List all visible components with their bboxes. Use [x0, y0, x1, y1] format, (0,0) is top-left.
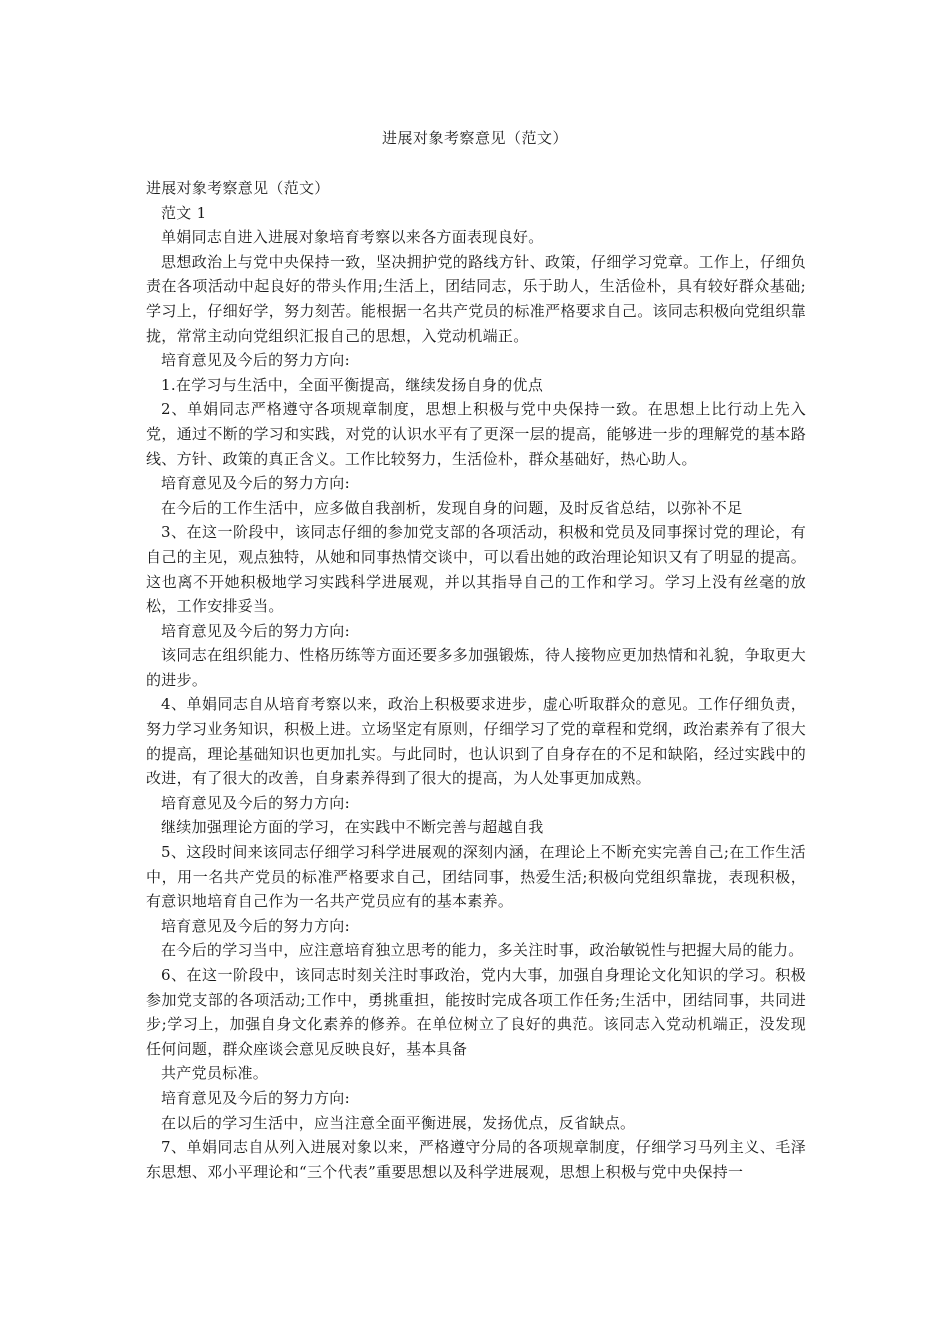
- subheading: 培育意见及今后的努力方向:: [161, 351, 350, 370]
- section-heading: 进展对象考察意见（范文）: [146, 179, 330, 197]
- sample-label: 范文 1: [161, 203, 207, 222]
- paragraph: 在今后的工作生活中，应多做自我剖析，发现自身的问题，及时反省总结，以弥补不足: [161, 498, 743, 517]
- paragraph: 2、单娟同志严格遵守各项规章制度，思想上积极与党中央保持一致。在思想上比行动上先入党，通过不断的学习和实践，对党的认识水平有了更深一层的提高，能够进一步的理解党的基本路线、方针、政策的真正含义。工作比较努力，生活俭朴，群众基础好，热心助人。: [146, 400, 806, 468]
- paragraph: 思想政治上与党中央保持一致，坚决拥护党的路线方针、政策，仔细学习党章。工作上，仔细负责在各项活动中起良好的带头作用;生活上，团结同志，乐于助人，生活俭朴，具有较好群众基础;学习上，仔细好学，努力刻苦。能根据一名共产党员的标准严格要求自己。该同志积极向党组织靠拢，常常主动向党组织汇报自己的思想，入党动机端正。: [146, 252, 806, 345]
- subheading: 培育意见及今后的努力方向:: [161, 916, 350, 935]
- paragraph: 1.在学习与生活中，全面平衡提高，继续发扬自身的优点: [161, 375, 544, 394]
- paragraph: 3、在这一阶段中，该同志仔细的参加党支部的各项活动，积极和党员及同事探讨党的理论，有自己的主见，观点独特，从她和同事热情交谈中，可以看出她的政治理论知识又有了明显的提高。这也离不开她积极地学习实践科学进展观，并以其指导自己的工作和学习。学习上没有丝毫的放松，工作安排妥当。: [146, 523, 806, 616]
- subheading: 培育意见及今后的努力方向:: [161, 793, 350, 812]
- paragraph: 该同志在组织能力、性格历练等方面还要多多加强锻炼，待人接物应更加热情和礼貌，争取更大的进步。: [146, 646, 806, 689]
- subheading: 培育意见及今后的努力方向:: [161, 1088, 350, 1107]
- paragraph: 5、这段时间来该同志仔细学习科学进展观的深刻内涵，在理论上不断充实完善自己;在工作生活中，用一名共产党员的标准严格要求自己，团结同事，热爱生活;积极向党组织靠拢，表现积极，有意识地培育自己作为一名共产党员应有的基本素养。: [146, 843, 806, 911]
- subheading: 培育意见及今后的努力方向:: [161, 621, 350, 640]
- subheading: 培育意见及今后的努力方向:: [161, 474, 350, 493]
- document-title: 进展对象考察意见（范文）: [381, 129, 568, 147]
- paragraph: 继续加强理论方面的学习，在实践中不断完善与超越自我: [161, 818, 544, 837]
- document-body: [146, 176, 806, 1184]
- paragraph: 4、单娟同志自从培育考察以来，政治上积极要求进步，虚心听取群众的意见。工作仔细负责，努力学习业务知识，积极上进。立场坚定有原则，仔细学习了党的章程和党纲，政治素养有了很大的提高，理论基础知识也更加扎实。与此同时，也认识到了自身存在的不足和缺陷，经过实践中的改进，有了很大的改善，自身素养得到了很大的提高，为人处事更加成熟。: [146, 695, 806, 788]
- paragraph: 单娟同志自进入进展对象培育考察以来各方面表现良好。: [161, 228, 544, 247]
- paragraph: 在以后的学习生活中，应当注意全面平衡进展，发扬优点，反省缺点。: [161, 1113, 636, 1132]
- paragraph: 共产党员标准。: [161, 1064, 269, 1083]
- paragraph: 在今后的学习当中，应注意培育独立思考的能力，多关注时事，政治敏锐性与把握大局的能力。: [161, 941, 804, 960]
- paragraph: 6、在这一阶段中，该同志时刻关注时事政治，党内大事，加强自身理论文化知识的学习。积极参加党支部的各项活动;工作中，勇挑重担，能按时完成各项工作任务;生活中，团结同事，共同进步;学习上，加强自身文化素养的修养。在单位树立了良好的典范。该同志入党动机端正，没发现任何问题，群众座谈会意见反映良好，基本具备: [146, 966, 806, 1058]
- paragraph: 7、单娟同志自从列入进展对象以来，严格遵守分局的各项规章制度，仔细学习马列主义、毛泽东思想、邓小平理论和“三个代表”重要思想以及科学进展观，思想上积极与党中央保持一: [146, 1138, 806, 1181]
